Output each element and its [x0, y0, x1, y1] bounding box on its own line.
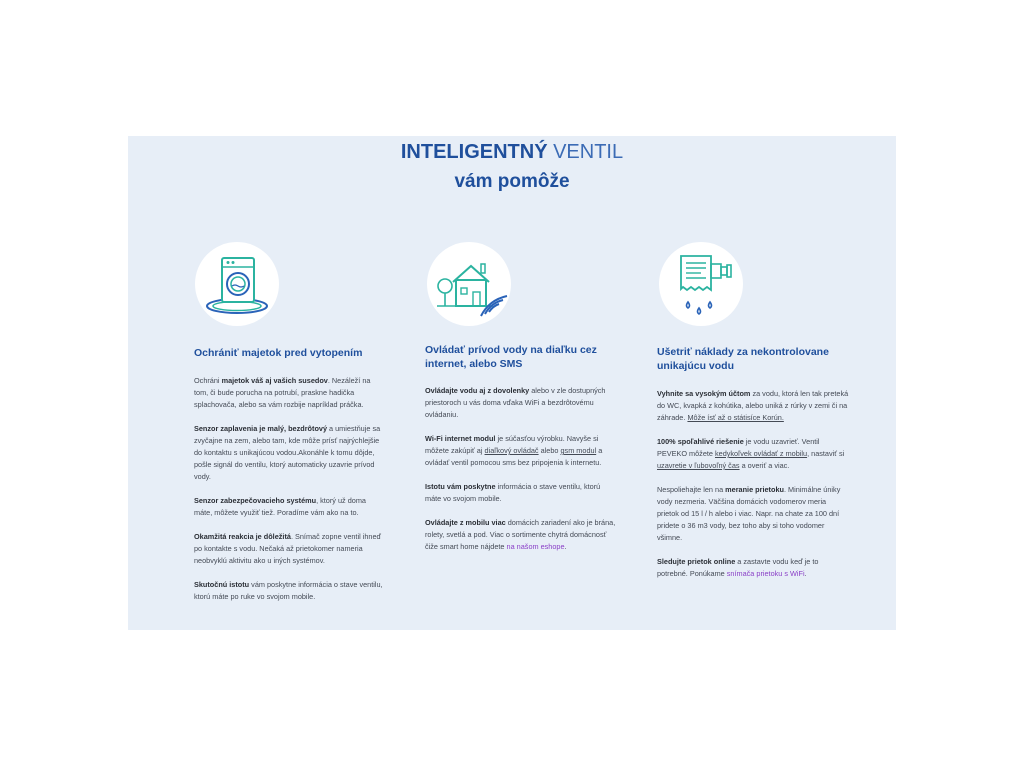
eshop-link[interactable]: na našom eshope: [506, 542, 565, 551]
remote-control-link[interactable]: diaľkový ovládač: [484, 446, 539, 455]
feature-paragraph: Skutočnú istotu vám poskytne informácia o stave ventilu, ktorú máte po ruke vo svojom mobile.: [194, 580, 383, 601]
water-bill-drops-icon: [659, 242, 743, 326]
title-bold: INTELIGENTNÝ: [400, 141, 548, 163]
feature-paragraph: Senzor zabezpečovacieho systému, ktorý už doma máte, môžete využiť tiež. Poradíme vám ako na to.: [194, 496, 366, 517]
feature-body-protect: [194, 375, 386, 615]
feature-paragraph: Sledujte prietok online a zastavte vodu keď je to potrebné. Ponúkame snímača prietoku s WiFi.: [657, 557, 819, 578]
smart-home-wifi-icon: [427, 242, 511, 326]
title-light: VENTIL: [553, 141, 624, 163]
feature-paragraph: Nespoliehajte len na meranie prietoku. Minimálne úniky vody nezmeria. Väčšina domácich vodomerov meria prietok od 15 l / h alebo i viac. Napr. na chate za 100 dní pridete o 36 m3 vody, bez toho aby si toho vodomer všimne.: [657, 485, 841, 542]
feature-paragraph: Ochráni majetok váš aj vašich susedov. Nezáleží na tom, či bude porucha na potrubí, praskne hadička splachovača, alebo sa vám rozbije napríklad práčka.: [194, 376, 371, 409]
schedule-link[interactable]: uzavretie v ľubovoľný čas: [657, 461, 740, 470]
feature-paragraph: Istotu vám poskytne informácia o stave ventilu, ktorú máte vo svojom mobile.: [425, 482, 601, 503]
gsm-module-link[interactable]: gsm modul: [560, 446, 597, 455]
flow-sensor-link[interactable]: snímača prietoku s WiFi: [726, 569, 805, 578]
feature-title-save: Ušetriť náklady za nekontrolovane unikajúcu vodu: [657, 346, 829, 372]
feature-paragraph: Ovládajte z mobilu viac domácich zariadení ako je brána, rolety, svetlá a pod. Viac o sortimente chytrá domácnosť čiže smart home nájdete na našom eshope.: [425, 518, 616, 551]
page-title: [128, 140, 896, 164]
feature-body-remote: [425, 385, 617, 565]
feature-paragraph: Okamžitá reakcia je dôležitá. Snímač zopne ventil ihneď po kontakte s vodu. Nečaká až prietokomer nameria neobvyklú aktivitu ako u iných systémov.: [194, 532, 382, 565]
feature-paragraph: Wi-Fi internet modul je súčasťou výrobku. Navyše si môžete zakúpiť aj diaľkový ovládač alebo gsm modul a ovládať ventil pomocou sms bez pripojenia k internetu.: [425, 434, 603, 467]
mobile-control-link[interactable]: kedykoľvek ovládať z mobilu: [715, 449, 808, 458]
feature-panel: [128, 136, 896, 630]
feature-paragraph: Vyhnite sa vysokým účtom za vodu, ktorá len tak preteká do WC, kvapká z kohútika, alebo uniká z rúrky v zemi či na záhrade. Môže ísť až o státisíce Korún.: [657, 389, 849, 422]
feature-title-protect: Ochrániť majetok pred vytopením: [194, 347, 363, 359]
page-subtitle: vám pomôže: [454, 171, 570, 192]
feature-paragraph: Ovládajte vodu aj z dovolenky alebo v zle dostupných priestoroch u vás doma vďaka WiFi a bezdrôtovému ovládaniu.: [425, 386, 606, 419]
feature-title-remote: Ovládať prívod vody na diaľku cez internet, alebo SMS: [425, 344, 597, 370]
feature-paragraph: 100% spoľahlivé riešenie je vodu uzavrieť. Ventil PEVEKO môžete kedykoľvek ovládať z mobilu, nastaviť si uzavretie v ľubovoľný čas a overiť a viac.: [657, 437, 845, 470]
washing-machine-icon: [195, 242, 279, 326]
feature-body-save: [657, 388, 849, 592]
cost-info-link[interactable]: Môže ísť až o státisíce Korún.: [687, 413, 784, 422]
feature-paragraph: Senzor zaplavenia je malý, bezdrôtový a umiestňuje sa zvyčajne na zem, alebo tam, kde môže prísť najrýchlejšie do kontaktu s unikajúcou vodou.Akonáhle k tomu dôjde, pošle signál do ventilu, ktorý automaticky uzavrie prívod vody.: [194, 424, 381, 481]
